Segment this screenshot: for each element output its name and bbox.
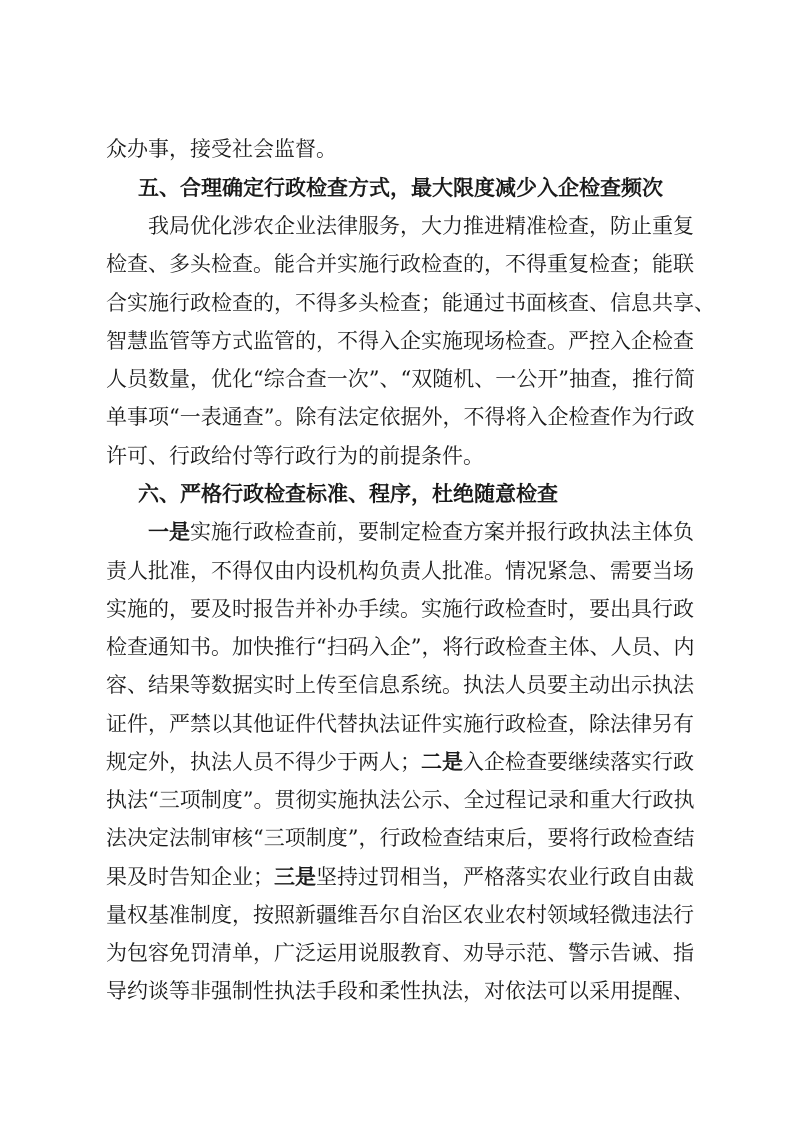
paragraph-line: 智慧监管等方式监管的，不得入企实施现场检查。严控入企检查 — [106, 329, 694, 353]
paragraph-line: 量权基准制度，按照新疆维吾尔自治区农业农村领域轻微违法行 — [106, 903, 694, 927]
paragraph-line — [106, 862, 694, 892]
paragraph-line: 众办事，接受社会监督。 — [106, 137, 337, 161]
paragraph-text: 果及时告知企业； — [106, 865, 274, 889]
paragraph-line: 执法“三项制度”。贯彻实施执法公示、全过程记录和重大行政执 — [106, 788, 695, 812]
paragraph-line: 法决定法制审核“三项制度”，行政检查结束后，要将行政检查结 — [106, 826, 695, 850]
paragraph-line: 我局优化涉农企业法律服务，大力推进精准检查，防止重复 — [148, 214, 694, 238]
paragraph-text: 入企检查要继续落实行政 — [463, 750, 694, 774]
paragraph-line — [148, 517, 694, 547]
paragraph-line: 责人批准，不得仅由内设机构负责人批准。情况紧急、需要当场 — [106, 559, 694, 583]
emphasis-label: 二是 — [421, 750, 463, 774]
paragraph-line: 人员数量，优化“综合查一次”、“双随机、一公开”抽查，推行简 — [106, 367, 695, 391]
paragraph-text: 规定外，执法人员不得少于两人； — [106, 750, 421, 774]
paragraph-line: 检查、多头检查。能合并实施行政检查的，不得重复检查；能联 — [106, 252, 694, 276]
paragraph-line: 证件，严禁以其他证件代替执法证件实施行政检查，除法律另有 — [106, 712, 694, 736]
paragraph-line: 导约谈等非强制性执法手段和柔性执法，对依法可以采用提醒、 — [106, 979, 694, 1003]
section-heading-5: 五、合理确定行政检查方式，最大限度减少入企检查频次 — [138, 176, 663, 200]
paragraph-text: 实施行政检查前，要制定检查方案并报行政执法主体负 — [190, 520, 694, 544]
section-heading-6: 六、严格行政检查标准、程序，杜绝随意检查 — [138, 482, 558, 506]
paragraph-text: 坚持过罚相当，严格落实农业行政自由裁 — [316, 865, 694, 889]
paragraph-line: 为包容免罚清单，广泛运用说服教育、劝导示范、警示告诫、指 — [106, 941, 694, 965]
paragraph-line: 检查通知书。加快推行“扫码入企”，将行政检查主体、人员、内 — [106, 635, 695, 659]
paragraph-line: 实施的，要及时报告并补办手续。实施行政检查时，要出具行政 — [106, 597, 694, 621]
paragraph-line: 许可、行政给付等行政行为的前提条件。 — [106, 444, 484, 468]
paragraph-line — [106, 747, 694, 777]
paragraph-line: 容、结果等数据实时上传至信息系统。执法人员要主动出示执法 — [106, 673, 694, 697]
paragraph-line: 合实施行政检查的，不得多头检查；能通过书面核查、信息共享、 — [106, 291, 715, 315]
emphasis-label: 一是 — [148, 520, 190, 544]
paragraph-line: 单事项“一表通查”。除有法定依据外，不得将入企检查作为行政 — [106, 405, 695, 429]
emphasis-label: 三是 — [274, 865, 316, 889]
